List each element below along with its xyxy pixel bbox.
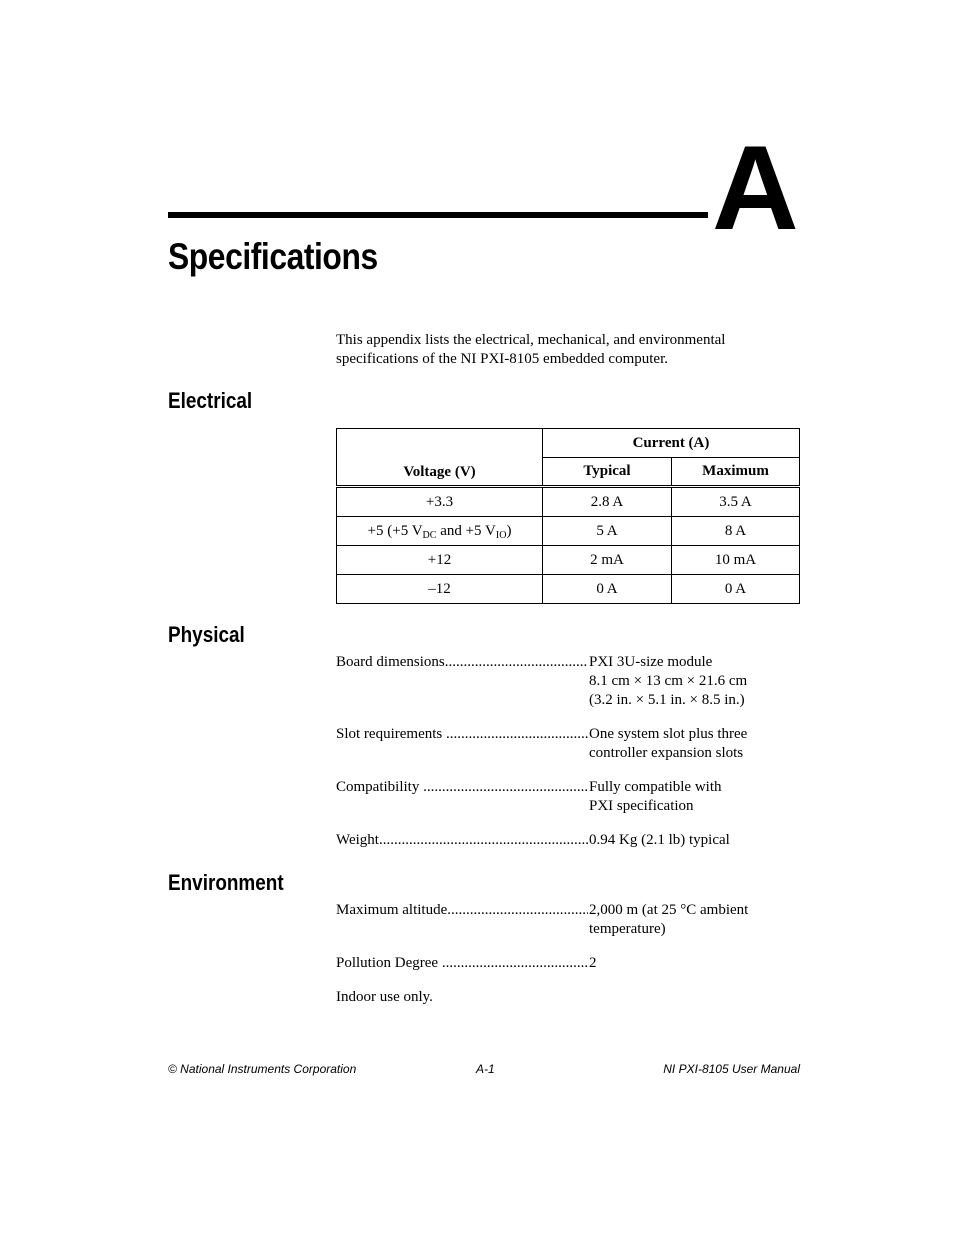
voltage-suffix: ) — [506, 522, 512, 539]
voltage-cell: +3.3 — [337, 487, 543, 517]
typical-cell: 5 A — [543, 517, 672, 546]
leader-dots — [445, 653, 588, 710]
chapter-title: Specifications — [168, 236, 378, 277]
spec-label: Weight — [336, 832, 379, 848]
chapter-rule — [168, 212, 708, 218]
table-row — [337, 546, 800, 575]
spec-label: Slot requirements — [336, 726, 446, 742]
spec-item-compatibility — [336, 778, 806, 816]
voltage-cell: –12 — [337, 575, 543, 604]
spec-value-line: PXI specification — [589, 798, 694, 814]
voltage-prefix: +5 (+5 V — [367, 522, 423, 539]
leader-dots — [442, 954, 588, 973]
maximum-header: Maximum — [672, 458, 800, 487]
spec-value-line: temperature) — [589, 921, 666, 937]
spec-label: Compatibility — [336, 779, 424, 795]
footer-manual-title: NI PXI-8105 User Manual — [663, 1062, 800, 1076]
typical-cell: 2 mA — [543, 546, 672, 575]
footer-page-number: A-1 — [476, 1062, 495, 1076]
indoor-use-note: Indoor use only. — [336, 989, 433, 1005]
voltage-subscript-dc: DC — [422, 529, 437, 541]
maximum-cell: 10 mA — [672, 546, 800, 575]
spec-value-line: 8.1 cm × 13 cm × 21.6 cm — [589, 673, 748, 689]
maximum-cell: 8 A — [672, 517, 800, 546]
maximum-cell: 3.5 A — [672, 487, 800, 517]
voltage-subscript-io: IO — [495, 529, 507, 541]
spec-value-line: PXI 3U-size module — [589, 654, 713, 670]
table-row — [337, 575, 800, 604]
typical-cell: 2.8 A — [543, 487, 672, 517]
voltage-mid: and +5 V — [436, 522, 496, 539]
electrical-table — [336, 428, 800, 604]
physical-heading: Physical — [168, 622, 245, 647]
leader-dots — [423, 778, 588, 816]
spec-item-pollution-degree — [336, 954, 806, 973]
environment-heading: Environment — [168, 870, 284, 895]
maximum-cell: 0 A — [672, 575, 800, 604]
spec-label: Pollution Degree — [336, 955, 442, 971]
intro-paragraph: This appendix lists the electrical, mechanical, and environmental specifications of the NI PXI-8105 embedded computer. — [336, 332, 726, 367]
spec-item-maximum-altitude — [336, 901, 806, 939]
spec-value-line: 2 — [589, 955, 597, 971]
appendix-letter: A — [712, 121, 797, 255]
table-row — [337, 517, 800, 546]
spec-item-slot-requirements — [336, 725, 806, 763]
current-header: Current (A) — [543, 429, 800, 458]
spec-value-line: 2,000 m (at 25 °C ambient — [589, 902, 749, 918]
physical-spec-list — [336, 653, 806, 865]
spec-value-line: (3.2 in. × 5.1 in. × 8.5 in.) — [589, 692, 745, 708]
spec-value-line: Fully compatible with — [589, 779, 722, 795]
footer-copyright: © National Instruments Corporation — [168, 1062, 357, 1076]
spec-label: Board dimensions — [336, 654, 445, 670]
voltage-header: Voltage (V) — [337, 429, 543, 487]
leader-dots — [379, 831, 588, 850]
environment-spec-list — [336, 901, 806, 988]
voltage-cell — [337, 517, 543, 546]
voltage-cell: +12 — [337, 546, 543, 575]
table-row — [337, 487, 800, 517]
leader-dots — [447, 901, 588, 939]
spec-item-board-dimensions — [336, 653, 806, 710]
typical-cell: 0 A — [543, 575, 672, 604]
leader-dots — [446, 725, 588, 763]
spec-value-line: 0.94 Kg (2.1 lb) typical — [589, 832, 730, 848]
electrical-heading: Electrical — [168, 388, 253, 413]
spec-label: Maximum altitude — [336, 902, 448, 918]
spec-item-weight — [336, 831, 806, 850]
spec-value-line: controller expansion slots — [589, 745, 744, 761]
spec-value-line: One system slot plus three — [589, 726, 748, 742]
typical-header: Typical — [543, 458, 672, 487]
